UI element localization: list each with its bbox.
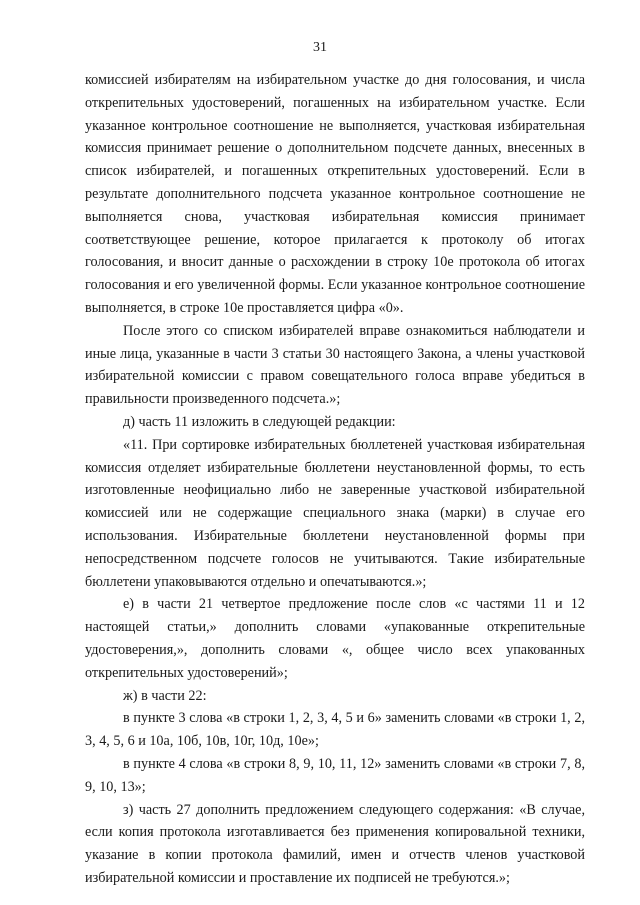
page-number: 31 [313, 40, 327, 55]
paragraph-point-3: в пункте 3 слова «в строки 1, 2, 3, 4, 5 и 6» заменить словами «в строки 1, 2, 3, 4, 5, 6 и 10а, 10б, 10в, 10г, 10д, 10е»; [85, 710, 585, 750]
paragraph-point-4: в пункте 4 слова «в строки 8, 9, 10, 11, 12» заменить словами «в строки 7, 8, 9, 10, 13»; [85, 755, 585, 795]
paragraph-item-d: д) часть 11 изложить в следующей редакции: [123, 413, 396, 430]
paragraph-item-zh: ж) в части 22: [123, 687, 207, 704]
document-body [85, 69, 585, 890]
paragraph-item-e: е) в части 21 четвертое предложение после слов «с частями 11 и 12 настоящей статьи,» дополнить словами «упакованные открепительные удостоверения,», дополнить словами «, общее число всех упакованных открепительных удостоверений»; [85, 596, 585, 681]
paragraph-item-z: з) часть 27 дополнить предложением следующего содержания: «В случае, если копия протокола изготавливается без применения копировальной техники, указание в копии протокола фамилий, имен и отчеств членов участковой избирательной комиссии и проставление их подписей не требуются.»; [85, 801, 585, 886]
paragraph-observers: После этого со списком избирателей вправе ознакомиться наблюдатели и иные лица, указанные в части 3 статьи 30 настоящего Закона, а члены участковой избирательной комиссии с правом совещательного голоса вправе убедиться в правильности произведенного подсчета.»; [85, 322, 585, 408]
paragraph-part-11: «11. При сортировке избирательных бюллетеней участковая избирательная комиссия отделяет избирательные бюллетени неустановленной формы, то есть изготовленные неофициально либо не заверенные участковой избирательной комиссией или не содержащие специального знака (марки) в случае его использования. Избирательные бюллетени неустановленной формы при непосредственном подсчете голосов не учитываются. Такие избирательные бюллетени упаковываются отдельно и опечатываются.»; [85, 436, 585, 590]
paragraph-continuation: комиссией избирателям на избирательном участке до дня голосования, и числа открепительных удостоверений, погашенных на избирательном участке. Если указанное контрольное соотношение не выполняется, участковая избирательная комиссия принимает решение о дополнительном подсчете данных, внесенных в список избирателей, и погашенных открепительных удостоверений. Если в результате дополнительного подсчета указанное контрольное соотношение не выполняется снова, участковая избирательная комиссия принимает соответствующее решение, которое прилагается к протоколу об итогах голосования, и вносит данные о расхождении в строку 10е протокола об итогах голосования и его увеличенной формы. Если указанное контрольное соотношение выполняется, в строке 10е проставляется цифра «0». [85, 72, 585, 316]
